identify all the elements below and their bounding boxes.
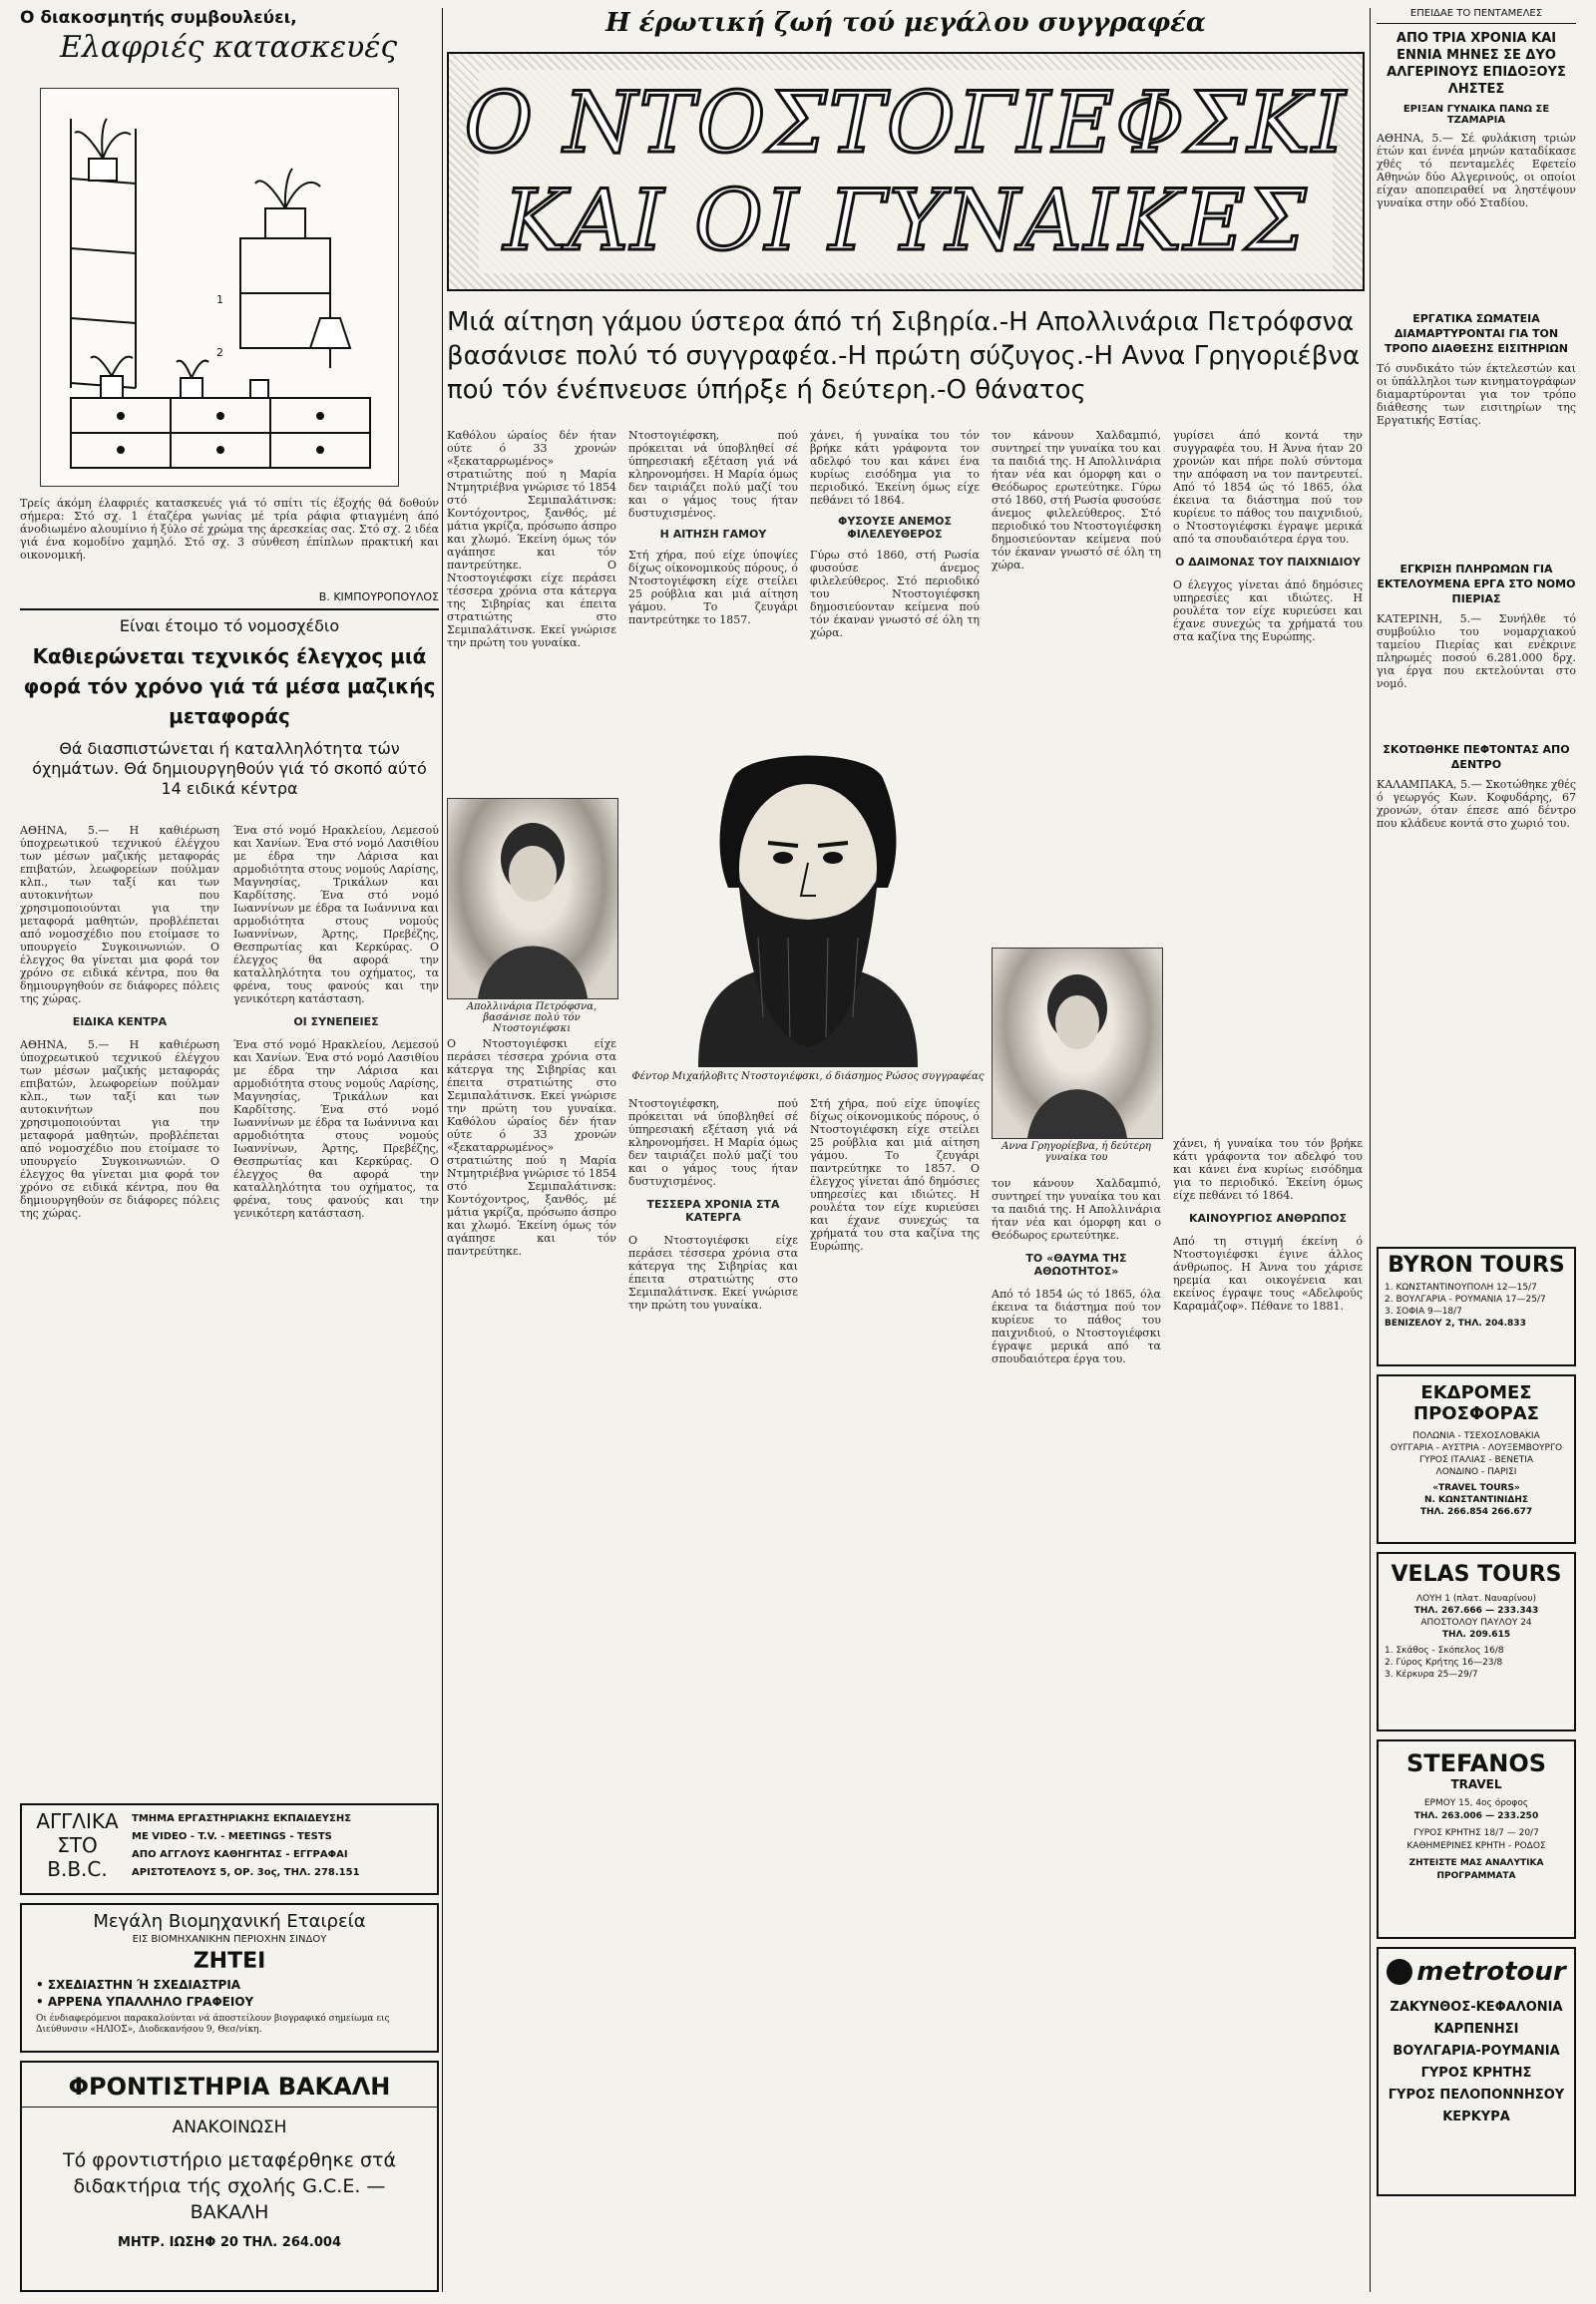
main-body-f: τον κάνουν Χαλδαμπιό, συντηρεί την γυναίκα του και τα παιδιά της. Η Απολλινάρια ήταν νέα και όμορφη και ο Θεόδωρος ερωτεύτηκε. — [992, 429, 1161, 494]
main-body-g: γυρίσει άπό κοντά την συγγραφέα του. Η Άννα ήταν 20 χρονών και πήρε πολύ σύντομα την απόφαση να τον παντρευτεί. — [1173, 429, 1363, 481]
ad-ekdromes-l4: ΛΟΝΔΙΝΟ - ΠΑΡΙΣΙ — [1435, 1467, 1517, 1477]
ad-velas-l1: ΛΟΥΗ 1 (πλατ. Ναυαρίνου) — [1415, 1594, 1537, 1604]
ad-byron-l1: 1. ΚΩΝΣΤΑΝΤΙΝΟΥΠΟΛΗ 12—15/7 — [1385, 1283, 1537, 1293]
law-title: Καθιερώνεται τεχνικός έλεγχος μιά φορά τόν χρόνο γιά τά μέσα μαζικής μεταφοράς — [23, 644, 436, 728]
ad-ekdromes-l6: Ν. ΚΩΝΣΤΑΝΤΙΝΙΔΗΣ — [1423, 1495, 1529, 1505]
ad-company — [20, 1903, 439, 2053]
ad-stefanos-l4: ΚΑΘΗΜΕΡΙΝΕΣ ΚΡΗΤΗ - ΡΟΔΟΣ — [1406, 1841, 1546, 1851]
ad-ekdromes — [1377, 1374, 1576, 1544]
ad-velas-l3: ΑΠΟΣΤΟΛΟΥ ΠΑΥΛΟΥ 24 — [1420, 1618, 1532, 1628]
ad-bbc-line2: ME VIDEO - T.V. - MEETINGS - TESTS — [132, 1831, 332, 1842]
ad-velas-title: VELAS TOURS — [1391, 1562, 1562, 1587]
ad-ekdromes-l7: ΤΗΛ. 266.854 266.677 — [1419, 1507, 1533, 1517]
design-kicker: Ο διακοσμητής συμβουλεύει, — [20, 8, 297, 28]
ad-velas-tours — [1377, 1552, 1576, 1731]
ad-bbc-title-line1: ΑΓΓΛΙΚΑ — [36, 1809, 119, 1833]
figure-number-2: 2 — [216, 346, 223, 359]
column-rule-left — [442, 8, 443, 2292]
ad-metrotour-l6: ΚΕΡΚΥΡΑ — [1442, 2110, 1510, 2124]
right-title2: ΕΡΓΑΤΙΚΑ ΣΩΜΑΤΕΙΑ ΔΙΑΜΑΡΤΥΡΟΝΤΑΙ ΓΙΑ ΤΟΝ ΤΡΟΠΟ ΔΙΑΘΕΣΗΣ ΕΙΣΙΤΗΡΙΩΝ — [1385, 312, 1568, 355]
ad-stefanos-l1: ΕΡΜΟΥ 15, 4ος όροφος — [1423, 1798, 1529, 1808]
ad-velas-l4: ΤΗΛ. 209.615 — [1441, 1630, 1511, 1640]
ad-metrotour-title: metrotour — [1416, 1957, 1566, 1987]
ad-bbc-details — [132, 1813, 431, 1879]
main-body-h: Ο Ντοστογιέφσκι είχε περάσει τέσσερα χρόνια στα κάτεργα της Σιβηρίας και έπειτα στρατιώτης στο Σεμιπαλάτινσκ. Εκεί γνώρισε την πρώτη του γυναίκα. — [447, 1037, 616, 1115]
law-body-col2-cont: Ένα στό νομό Ηρακλείου, Λεμεσού και Χανίων. Ένα στό νομό Λασιθίου με έδρα την Λάρισα και αρμοδιότητα στους νομούς Λαρίσης, Μαγνησίας, Τρικάλων και Καρδίτσης. Ένα στό νομό Ιωαννίνων με έδρα τα Ιωάννινα και αρμοδιότητα στους νομούς Ιωαννίνων, Άρτης, Πρεβέζης, Θεσπρωτίας και Κερκύρας. Ο έλεγχος θα αφορά την καταλληλότητα του οχήματος, τα φρένα, τους φανούς και την γενικότερη κατάσταση. — [233, 1038, 439, 1220]
ad-bbc-title-line3: B.B.C. — [47, 1857, 108, 1881]
ad-stefanos-sub: TRAVEL — [1450, 1777, 1502, 1791]
subhead-katerga: ΤΕΣΣΕΡΑ ΧΡΟΝΙΑ ΣΤΑ ΚΑΤΕΡΓΑ — [646, 1198, 780, 1224]
main-col2-lower — [628, 1097, 798, 2292]
right-column — [1377, 8, 1576, 848]
subhead-fysoues: ΦΥΣΟΥΣΕ ΑΝΕΜΟΣ ΦΙΛΕΛΕΥΘΕΡΟΣ — [837, 515, 953, 541]
main-body-c: Στή χήρα, πού είχε ύποψίες δίχως οίκονομικούς πόρους, ό Ντοστογιέφσκη είχε στείλει 25 ρούβλια και μιά αίτηση γάμου. Το ζευγάρι παντρεύτηκε το 1857. — [628, 549, 798, 626]
main-col5-lower — [1173, 1137, 1363, 2292]
ad-bbc-title-line2: ΣΤΟ — [57, 1833, 98, 1857]
main-body-b: Ντοστογιέφσκη, πού πρόκειται νά ύποβληθεί σέ ύπηρεσιακή εξέταση γιά νά κληρονομήσει. Η Μαρία όμως δεν ταιριάζει πολύ μαζί του και ο γάμος τους ήταν δυστυχισμένος. — [628, 429, 798, 520]
ad-bbc-line4: ΑΡΙΣΤΟΤΕΛΟΥΣ 5, ΟΡ. 3ος, ΤΗΛ. 278.151 — [132, 1867, 360, 1878]
ad-velas-l6: 2. Γύρος Κρήτης 16—23/8 — [1385, 1658, 1503, 1668]
main-col2-upper — [628, 429, 798, 728]
left-column — [20, 8, 439, 65]
main-body-d: χάνει, ή γυναίκα του τόν βρήκε κάτι γράφοντα τον αδελφό του και κάνει ένα κυρίως εισόδημα για το περιοδικό. Έκείνη όμως είχε πεθάνει τό 1864. — [810, 429, 980, 507]
photo-anna — [992, 948, 1163, 1139]
right-body4: ΚΑΛΑΜΠΑΚΑ, 5.— Σκοτώθηκε χθές ό γεωργός Κων. Κοφυδάρης, 67 χρονών, όταν έπεσε από δέντρο που κλάδευε κοντά στο χωριό του. — [1377, 778, 1576, 830]
main-col5 — [1173, 429, 1363, 1127]
right-body2: Τό συνδικάτο τών έκτελεστών και οι ύπάλληλοι των κινηματογράφων διαμαρτύρονται για τον τρόπο διάθεσης των εισιτηρίων της Εργατικής Εστίας. — [1377, 362, 1576, 427]
ad-byron-title: BYRON TOURS — [1388, 1253, 1565, 1278]
ad-company-title: Μεγάλη Βιομηχανική Εταιρεία — [93, 1911, 366, 1932]
ad-company-note: Οι ένδιαφερόμενοι παρακαλούνται νά άποστείλουν βιογραφικό σημείωμα εις Διεύθυνσιν «ΗΛΙΟΣ», Διοδεκανήσου 9, Θεσ/νίκη. — [36, 2014, 390, 2035]
right-title3: ΕΓΚΡΙΣΗ ΠΛΗΡΩΜΩΝ ΓΙΑ ΕΚΤΕΛΟΥΜΕΝΑ ΕΡΓΑ ΣΤΟ ΝΟΜΟ ΠΙΕΡΙΑΣ — [1377, 563, 1576, 605]
main-body-lower-h: Ο Ντοστογιέφσκι είχε περάσει τέσσερα χρόνια στα κάτεργα της Σιβηρίας και έπειτα στρατιώτης στο Σεμιπαλάτινσκ. Εκεί γνώρισε την πρώτη του γυναίκα. — [628, 1234, 798, 1312]
main-title-line2: ΚΑΙ ΟΙ ΓΥΝΑΙΚΕΣ — [503, 172, 1309, 269]
ad-metrotour-l3: ΒΟΥΛΓΑΡΙΑ-ΡΟΥΜΑΝΙΑ — [1393, 2044, 1560, 2059]
ad-stefanos-l3: ΓΥΡΟΣ ΚΡΗΤΗΣ 18/7 — 20/7 — [1413, 1828, 1539, 1838]
main-body-lower-f: τον κάνουν Χαλδαμπιό, συντηρεί την γυναίκα του και τα παιδιά της. Η Απολλινάρια ήταν νέα και όμορφη και ο Θεόδωρος ερωτεύτηκε. — [992, 1177, 1161, 1242]
furniture-drawing — [41, 89, 400, 488]
main-kicker: Η έρωτική ζωή τού μεγάλου συγγραφέα — [605, 8, 1206, 38]
main-title-box — [447, 52, 1365, 291]
right-body3: ΚΑΤΕΡΙΝΗ, 5.— Συνήλθε τό συμβούλιο του νομαρχιακού ταμείου Πιερίας και ενέκρινε πληρωμές ποσού 6.281.000 δρχ. για έργα που εκτελούνται στο νομό. — [1377, 612, 1576, 690]
ad-stefanos — [1377, 1739, 1576, 1939]
right-title: ΑΠΟ ΤΡΙΑ ΧΡΟΝΙΑ ΚΑΙ ΕΝΝΙΑ ΜΗΝΕΣ ΣΕ ΔΥΟ ΑΛΓΕΡΙΝΟΥΣ ΕΠΙΔΟΞΟΥΣ ΛΗΣΤΕΣ — [1387, 31, 1566, 97]
ad-ekdromes-l2: ΟΥΓΓΑΡΙΑ - ΑΥΣΤΡΙΑ - ΛΟΥΞΕΜΒΟΥΡΓΟ — [1390, 1443, 1563, 1453]
ad-bbc-line3: ΑΠΟ ΑΓΓΛΟΥΣ ΚΑΘΗΓΗΤΑΣ - ΕΓΓΡΑΦΑΙ — [132, 1849, 348, 1860]
ad-metrotour-logo — [1379, 1957, 1574, 1987]
caption-anna: Αννα Γρηγορίεβνα, ή δεύτερη γυναίκα του — [1001, 1141, 1151, 1163]
right-body: ΑΘΗΝΑ, 5.— Σέ φυλάκιση τριών έτών και έννέα μηνών καταδίκασε χθές τό πενταμελές Εφετείο Αθηνών δύο Αλγερινούς, οι οποίοι είχαν αποπειραθεί να ληστέψουν γυναίκα στην οδό Σταδίου. — [1377, 132, 1576, 209]
main-col4-upper — [992, 429, 1161, 788]
design-byline: Β. ΚΙΜΠΟΥΡΟΠΟΥΛΟΣ — [318, 590, 439, 603]
subhead-aitisi: Η ΑΙΤΗΣΗ ΓΑΜΟΥ — [659, 528, 767, 541]
ad-stefanos-title: STEFANOS — [1405, 1749, 1547, 1777]
ad-metrotour-l1: ΖΑΚΥΝΘΟΣ-ΚΕΦΑΛΟΝΙΑ — [1390, 2000, 1563, 2015]
portrait-dostoevsky — [638, 738, 978, 1067]
main-body-e: Γύρω στό 1860, στή Ρωσία φυσούσε άνεμος φιλελεύθερος. Στό περιοδικό του Ντοστογιέφσκη δημοσιεύονταν κείμενα πού τόν έκαναν γνωστό σέ όλη τη χώρα. — [810, 549, 980, 639]
anna-drawing — [993, 949, 1162, 1138]
main-col3-lower — [810, 1097, 980, 2292]
ad-stefanos-l5: ΖΗΤΕΙΣΤΕ ΜΑΣ ΑΝΑΛΥΤΙΚΑ ΠΡΟΓΡΑΜΜΑΤΑ — [1408, 1858, 1544, 1881]
ad-metrotour-l5: ΓΥΡΟΣ ΠΕΛΟΠΟΝΝΗΣΟΥ — [1388, 2088, 1565, 2103]
main-col3-upper — [810, 429, 980, 728]
main-body-f2: Γύρω στό 1860, στή Ρωσία φυσούσε άνεμος φιλελεύθερος. Στό περιοδικό του Ντοστογιέφσκη δημοσιεύονταν κείμενα πού τόν έκαναν γνωστό σέ όλη τη χώρα. — [992, 481, 1161, 572]
photo-apollinaria — [447, 798, 618, 999]
ad-company-item1: • ΣΧΕΔΙΑΣΤΗΝ Ή ΣΧΕΔΙΑΣΤΡΙΑ — [36, 1978, 241, 1992]
law-body-cont: ΑΘΗΝΑ, 5.— Η καθιέρωση ύποχρεωτικού τεχνικού έλέγχου των μέσων μαζικής μεταφοράς επιβατών, λεωφορείων πούλμαν κλπ., των ταξί και των αυτοκινήτων που χρησιμοποιούνται για την μεταφορά μαθητών, προβλέπεται από νομοσχέδιο που ετοίμασε το υπουργείο Συγκοινωνιών. Ο έλεγχος θα γίνεται μια φορά τον χρόνο σε ειδικά κέντρα, που θα δημιουργηθούν σε διάφορες πόλεις της χώρας. — [20, 1038, 219, 1220]
law-article-header — [20, 616, 439, 799]
ad-metrotour-l2: ΚΑΡΠΕΝΗΣΙ — [1433, 2022, 1519, 2037]
ad-ekdromes-l3: ΓΥΡΟΣ ΙΤΑΛΙΑΣ - ΒΕΝΕΤΙΑ — [1418, 1455, 1534, 1465]
design-caption: Τρείς άκόμη έλαφριές κατασκευές γιά τό σπίτι τίς έξοχής θά δοθούν σήμερα: Στό σχ. 1 έταζέρα γωνίας μέ τρία ράφια φτιαγμένη άπό άνοδιωμένο αλουμίνιο ή ξύλο σέ χρώμα της άρεσκείας σας. Στό σχ. 2 ιδέα γιά ένα κομοδίνο χαμηλό. Στό σχ. 3 σύνθεση έπίπλων πρακτική και οικονομική. — [20, 497, 439, 562]
ad-vakali-footer: ΜΗΤΡ. ΙΩΣΗΦ 20 ΤΗΛ. 264.004 — [117, 2235, 341, 2250]
ad-vakali — [20, 2061, 439, 2292]
ad-byron-l3: 3. ΣΟΦΙΑ 9—18/7 — [1385, 1307, 1462, 1317]
ad-company-sub: ΕΙΣ ΒΙΟΜΗΧΑΝΙΚΗΝ ΠΕΡΙΟΧΗΝ ΣΙΝΔΟΥ — [132, 1934, 327, 1945]
main-body-lower-i: Ο έλεγχος γίνεται άπό δημόσιες υπηρεσίες και ιδιώτες. Η ρουλέτα τον είχε κυριεύσει και έχανε συνεχώς τα χρήματά του στα καζίνα της Ευρώπης. — [810, 1162, 980, 1253]
ad-bbc-title — [30, 1809, 125, 1881]
ad-byron-l4: ΒΕΝΙΖΕΛΟΥ 2, ΤΗΛ. 204.833 — [1385, 1319, 1526, 1329]
main-body-a: Καθόλου ώραίος δέν ήταν ούτε ό 33 χρονών «ξεκαταρρωμένος» στρατιώτης πού η Μαρία Ντμητριέβνα γνώρισε τό 1854 στό Σεμιπαλάτινσκ: Κοντόχοντρος, ξανθός, μέ μάτια γκρίζα, πρόσωπο άσπρο και χλωμό. Έκείνη όμως τόν αγάπησε και τόν παντρεύτηκε. — [447, 429, 616, 572]
ad-vakali-sub: ΑΝΑΚΟΙΝΩΣΗ — [172, 2117, 287, 2137]
ad-ekdromes-l5: «TRAVEL TOURS» — [1432, 1483, 1520, 1493]
main-body-k: Από τη στιγμή έκείνη ό Ντοστογιέφσκι έγινε άλλος άνθρωπος. Η Άννα του χάρισε ηρεμία και οικογένεια και εκείνος έγραψε τους «Αδελφούς Καραμάζοφ». Πέθανε το 1881. — [1173, 1235, 1363, 1313]
ad-byron-tours — [1377, 1247, 1576, 1366]
globe-icon — [1387, 1959, 1412, 1985]
ad-vakali-body: Τό φροντιστήριο μεταφέρθηκε στά διδακτήρια τής σχολής G.C.E. — ΒΑΚΑΛΗ — [62, 2149, 396, 2223]
ad-velas-l5: 1. Σκάθος - Σκόπελος 16/8 — [1385, 1646, 1504, 1656]
main-body-lower-b: Ντοστογιέφσκη, πού πρόκειται νά ύποβληθεί σέ ύπηρεσιακή εξέταση γιά νά κληρονομήσει. Η Μαρία όμως δεν ταιριάζει πολύ μαζί του και ο γάμος τους ήταν δυστυχισμένος. — [628, 1097, 798, 1188]
right-header: ΕΠΕΙΔΑΕ ΤΟ ΠΕΝΤΑΜΕΛΕΣ — [1377, 8, 1576, 24]
column-rule-right — [1370, 8, 1371, 2292]
portrait-drawing — [638, 738, 978, 1067]
ad-byron-l2: 2. ΒΟΥΛΓΑΡΙΑ - ΡΟΥΜΑΝΙΑ 17—25/7 — [1385, 1295, 1546, 1305]
subhead-thavma: ΤΟ «ΘΑΥΜΑ ΤΗΣ ΑΘΩΟΤΗΤΟΣ» — [1025, 1252, 1127, 1278]
apollinaria-drawing — [448, 799, 617, 998]
main-body-h2: Καθόλου ώραίος δέν ήταν ούτε ό 33 χρονών «ξεκαταρρωμένος» στρατιώτης πού η Μαρία Ντμητριέβνα γνώρισε τό 1854 στό Σεμιπαλάτινσκ: Κοντόχοντρος, ξανθός, μέ μάτια γκρίζα, πρόσωπο άσπρο και χλωμό. Έκείνη όμως τόν αγάπησε και τόν παντρεύτηκε. — [447, 1115, 616, 1258]
ad-stefanos-l2: ΤΗΛ. 263.006 — 233.250 — [1413, 1811, 1539, 1821]
ad-velas-l2: ΤΗΛ. 267.666 — 233.343 — [1413, 1606, 1539, 1616]
caption-apollinaria: Απολλινάρια Πετρόφσνα, βασάνισε πολύ τόν Ντοστογιέφσκι — [466, 1001, 598, 1034]
right-title4: ΣΚΟΤΩΘΗΚΕ ΠΕΦΤΟΝΤΑΣ ΑΠΟ ΔΕΝΤΡΟ — [1383, 743, 1570, 771]
law-body-col2 — [233, 824, 439, 1293]
ad-velas-l7: 3. Κέρκυρα 25—29/7 — [1385, 1670, 1478, 1680]
law-subhead-centers: ΕΙΔΙΚΑ ΚΕΝΤΡΑ — [72, 1015, 168, 1028]
law-body-col1 — [20, 824, 219, 1293]
law-body: ΑΘΗΝΑ, 5.— Η καθιέρωση ύποχρεωτικού τεχνικού έλέγχου των μέσων μαζικής μεταφοράς επιβατών, λεωφορείων πούλμαν κλπ., των ταξί και των αυτοκινήτων που χρησιμοποιούνται για την μεταφορά μαθητών, προβλέπεται από νομοσχέδιο που ετοίμασε το υπουργείο Συγκοινωνιών. Ο έλεγχος θα γίνεται μια φορά τον χρόνο σε ειδικά κέντρα, που θα δημιουργηθούν σε διάφορες πόλεις της χώρας. — [20, 824, 219, 1005]
right-sub: ΕΡΙΞΑΝ ΓΥΝΑΙΚΑ ΠΑΝΩ ΣΕ ΤΖΑΜΑΡΙΑ — [1402, 104, 1550, 126]
main-deck: Μιά αίτηση γάμου ύστερα άπό τή Σιβηρία.-Η Απολλινάρια Πετρόφσνα βασάνισε πολύ τό συγγραφέα.-Η πρώτη σύζυγος.-Η Αννα Γρηγοριέβνα πού τόν ένέπνευσε ύπήρξε ή δεύτερη.-Ο θάνατος — [447, 307, 1360, 405]
main-title-line1: Ο ΝΤΟΣΤΟΓΙΕΦΣΚΙ — [464, 74, 1348, 172]
main-body-lower-j: Από τό 1854 ώς τό 1865, όλα έκεινα τα διάστημα πού τον κυρίευε το πάθος του παιχνιδιού, ο Ντοστογιέφσκι έγραψε μερικά από τα σπουδαιότερα έργα του. — [992, 1288, 1161, 1365]
law-kicker: Είναι έτοιμο τό νομοσχέδιο — [119, 616, 340, 635]
figure-number-1: 1 — [216, 293, 223, 306]
ad-metrotour-l4: ΓΥΡΟΣ ΚΡΗΤΗΣ — [1420, 2066, 1532, 2081]
ad-ekdromes-title: ΕΚΔΡΟΜΕΣ ΠΡΟΣΦΟΡΑΣ — [1413, 1382, 1539, 1424]
main-col1-upper — [447, 429, 616, 788]
portrait-caption: Φέντορ Μιχαήλοβιτς Ντοστογιέφσκι, ό διάσημος Ρώσος συγγραφέας — [631, 1071, 985, 1082]
subhead-daimonas: Ο ΔΑΙΜΟΝΑΣ ΤΟΥ ΠΑΙΧΝΙΔΙΟΥ — [1175, 556, 1361, 569]
divider — [20, 608, 439, 610]
law-subhead-consequences: ΟΙ ΣΥΝΕΠΕΙΕΣ — [293, 1015, 379, 1028]
law-body-col2-text: Ένα στό νομό Ηρακλείου, Λεμεσού και Χανίων. Ένα στό νομό Λασιθίου με έδρα την Λάρισα και αρμοδιότητα στους νομούς Λαρίσης, Μαγνησίας, Τρικάλων και Καρδίτσης. Ένα στό νομό Ιωαννίνων με έδρα τα Ιωάννινα και αρμοδιότητα στους νομούς Ιωαννίνων, Άρτης, Πρεβέζης, Θεσπρωτίας και Κερκύρας. Ο έλεγχος θα αφορά την καταλληλότητα του οχήματος, τα φρένα, τους φανούς και την γενικότερη κατάσταση. — [233, 824, 439, 1005]
main-col4-lower — [992, 1177, 1161, 2292]
main-body-g2: Από τό 1854 ώς τό 1865, όλα έκεινα τα διάστημα πού τον κυρίευε το πάθος του παιχνιδιού, ο Ντοστογιέφσκι έγραψε μερικά από τα σπουδαιότερα έργα του. — [1173, 481, 1363, 546]
main-body-i: Ο έλεγχος γίνεται άπό δημόσιες υπηρεσίες και ιδιώτες. Η ρουλέτα τον είχε κυριεύσει και έχανε συνεχώς τα χρήματά του στα καζίνα της Ευρώπης. — [1173, 578, 1363, 643]
ad-ekdromes-l1: ΠΟΛΩΝΙΑ - ΤΣΕΧΟΣΛΟΒΑΚΙΑ — [1412, 1431, 1540, 1441]
ad-company-item2: • ΑΡΡΕΝΑ ΥΠΑΛΛΗΛΟ ΓΡΑΦΕΙΟΥ — [36, 1995, 254, 2009]
ad-bbc-line1: ΤΜΗΜΑ ΕΡΓΑΣΤΗΡΙΑΚΗΣ ΕΚΠΑΙΔΕΥΣΗΣ — [132, 1813, 352, 1824]
ad-vakali-title: ΦΡΟΝΤΙΣΤΗΡΙΑ ΒΑΚΑΛΗ — [22, 2073, 437, 2108]
design-title: Ελαφριές κατασκευές — [60, 30, 398, 65]
ad-company-zitei: ΖΗΤΕΙ — [193, 1949, 266, 1974]
law-deck: Θά διασπιστώνεται ή καταλληλότητα τών όχημάτων. Θά δημιουργηθούν γιά τό σκοπό αύτό 14 ειδικά κέντρα — [32, 739, 427, 798]
main-article-header — [447, 8, 1365, 38]
subhead-kainourgios: ΚΑΙΝΟΥΡΓΙΟΣ ΑΝΘΡΩΠΟΣ — [1188, 1212, 1348, 1225]
ad-metrotour — [1377, 1947, 1576, 2196]
furniture-illustration — [40, 88, 399, 487]
main-body-lower-d: χάνει, ή γυναίκα του τόν βρήκε κάτι γράφοντα τον αδελφό του και κάνει ένα κυρίως εισόδημα για το περιοδικό. Έκείνη όμως είχε πεθάνει τό 1864. — [1173, 1137, 1363, 1202]
ad-bbc — [20, 1803, 439, 1895]
main-col1-lower — [447, 1037, 616, 2292]
main-body-lower-c: Στή χήρα, πού είχε ύποψίες δίχως οίκονομικούς πόρους, ό Ντοστογιέφσκη είχε στείλει 25 ρούβλια και μιά αίτηση γάμου. Το ζευγάρι παντρεύτηκε το 1857. — [810, 1097, 980, 1175]
main-body-a2: Ο Ντοστογιέφσκι είχε περάσει τέσσερα χρόνια στα κάτεργα της Σιβηρίας και έπειτα στρατιώτης στο Σεμιπαλάτινσκ. Εκεί γνώρισε την πρώτη του γυναίκα. — [447, 559, 616, 649]
